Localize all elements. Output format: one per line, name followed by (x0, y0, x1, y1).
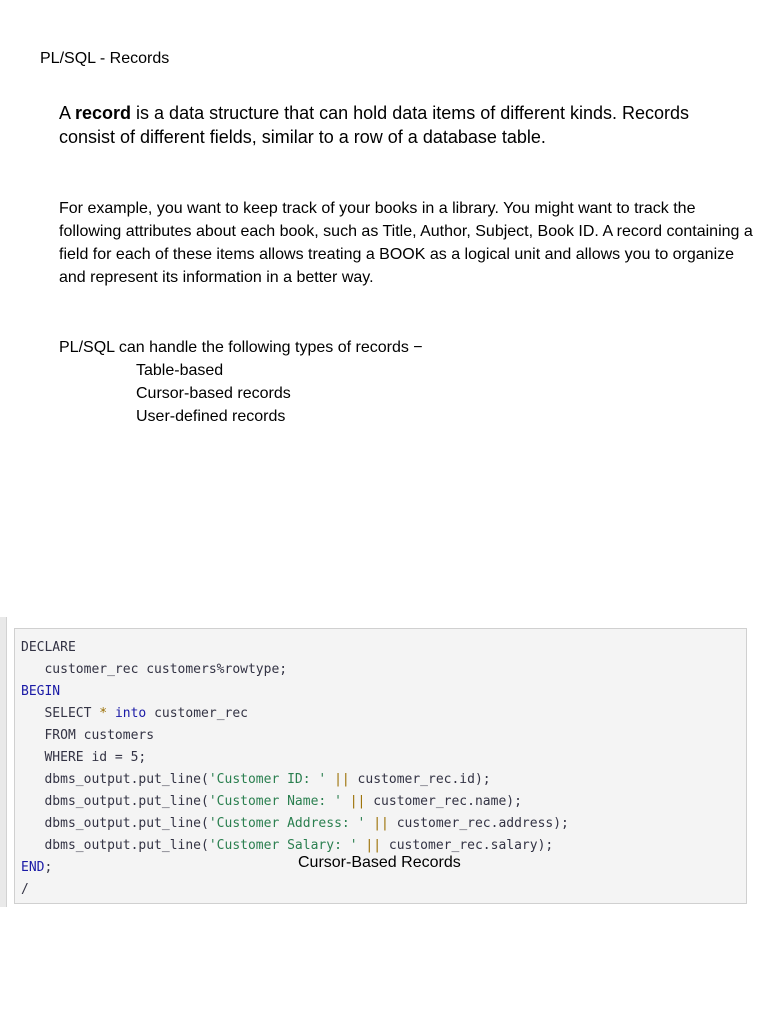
code-keyword: into (114, 706, 147, 721)
code-text: customer_rec.salary); (381, 838, 554, 853)
code-text: FROM customers (21, 728, 155, 743)
code-line (21, 725, 746, 747)
code-operator: * (99, 706, 108, 721)
code-text (342, 794, 350, 809)
page-title: PL/SQL - Records (40, 50, 170, 67)
code-text (326, 772, 334, 787)
code-operator: || (334, 772, 350, 787)
record-type-item: Cursor-based records (136, 385, 291, 402)
code-string: 'Customer Salary: ' (208, 838, 358, 853)
code-keyword: END (21, 860, 45, 875)
code-text: customer_rec.id); (349, 772, 491, 787)
code-text: customer_rec.address); (388, 816, 569, 831)
intro-rest: is a data structure that can hold data items of different kinds. Records consist of different fields, similar to a row of a database table. (59, 103, 690, 147)
code-text: SELECT (21, 706, 100, 721)
code-text: ; (44, 860, 53, 875)
code-line (21, 659, 746, 681)
code-text: dbms_output.put_line( (21, 794, 209, 809)
code-string: 'Customer ID: ' (208, 772, 327, 787)
code-text: customer_rec customers%rowtype; (21, 662, 288, 677)
code-text: dbms_output.put_line( (21, 838, 209, 853)
intro-prefix: A (59, 103, 76, 123)
code-string: 'Customer Name: ' (208, 794, 342, 809)
record-types-list (136, 359, 291, 428)
record-type-item: User-defined records (136, 408, 286, 425)
code-caption: Cursor-Based Records (298, 854, 461, 871)
left-gutter-strip (0, 617, 7, 907)
code-line (21, 681, 746, 703)
code-string: 'Customer Address: ' (208, 816, 366, 831)
code-line (21, 813, 746, 835)
code-text: customer_rec.name); (365, 794, 522, 809)
code-text: / (21, 882, 29, 897)
code-operator: || (349, 794, 366, 809)
code-line (21, 747, 746, 769)
example-paragraph: For example, you want to keep track of your books in a library. You might want to track the following attributes about each book, such as Title, Author, Subject, Book ID. A record containing a field for each of these items allows treating a BOOK as a logical unit and allows you to organize and represent its information in a better way. (59, 200, 753, 286)
code-text (107, 706, 115, 721)
code-line (21, 703, 746, 725)
record-types-intro: PL/SQL can handle the following types of records − (59, 339, 423, 356)
intro-bold-term: record (75, 103, 132, 123)
code-text: dbms_output.put_line( (21, 772, 209, 787)
code-text: customer_rec (146, 706, 248, 721)
code-text: dbms_output.put_line( (21, 816, 209, 831)
code-text: WHERE id = 5; (21, 750, 147, 765)
record-type-item: Table-based (136, 362, 224, 379)
code-keyword: DECLARE (21, 640, 76, 655)
code-operator: || (365, 838, 382, 853)
code-operator: || (373, 816, 389, 831)
code-line (21, 637, 746, 659)
intro-paragraph (59, 101, 749, 149)
code-keyword: BEGIN (21, 684, 61, 699)
code-line (21, 791, 746, 813)
code-line (21, 879, 746, 901)
code-line (21, 769, 746, 791)
